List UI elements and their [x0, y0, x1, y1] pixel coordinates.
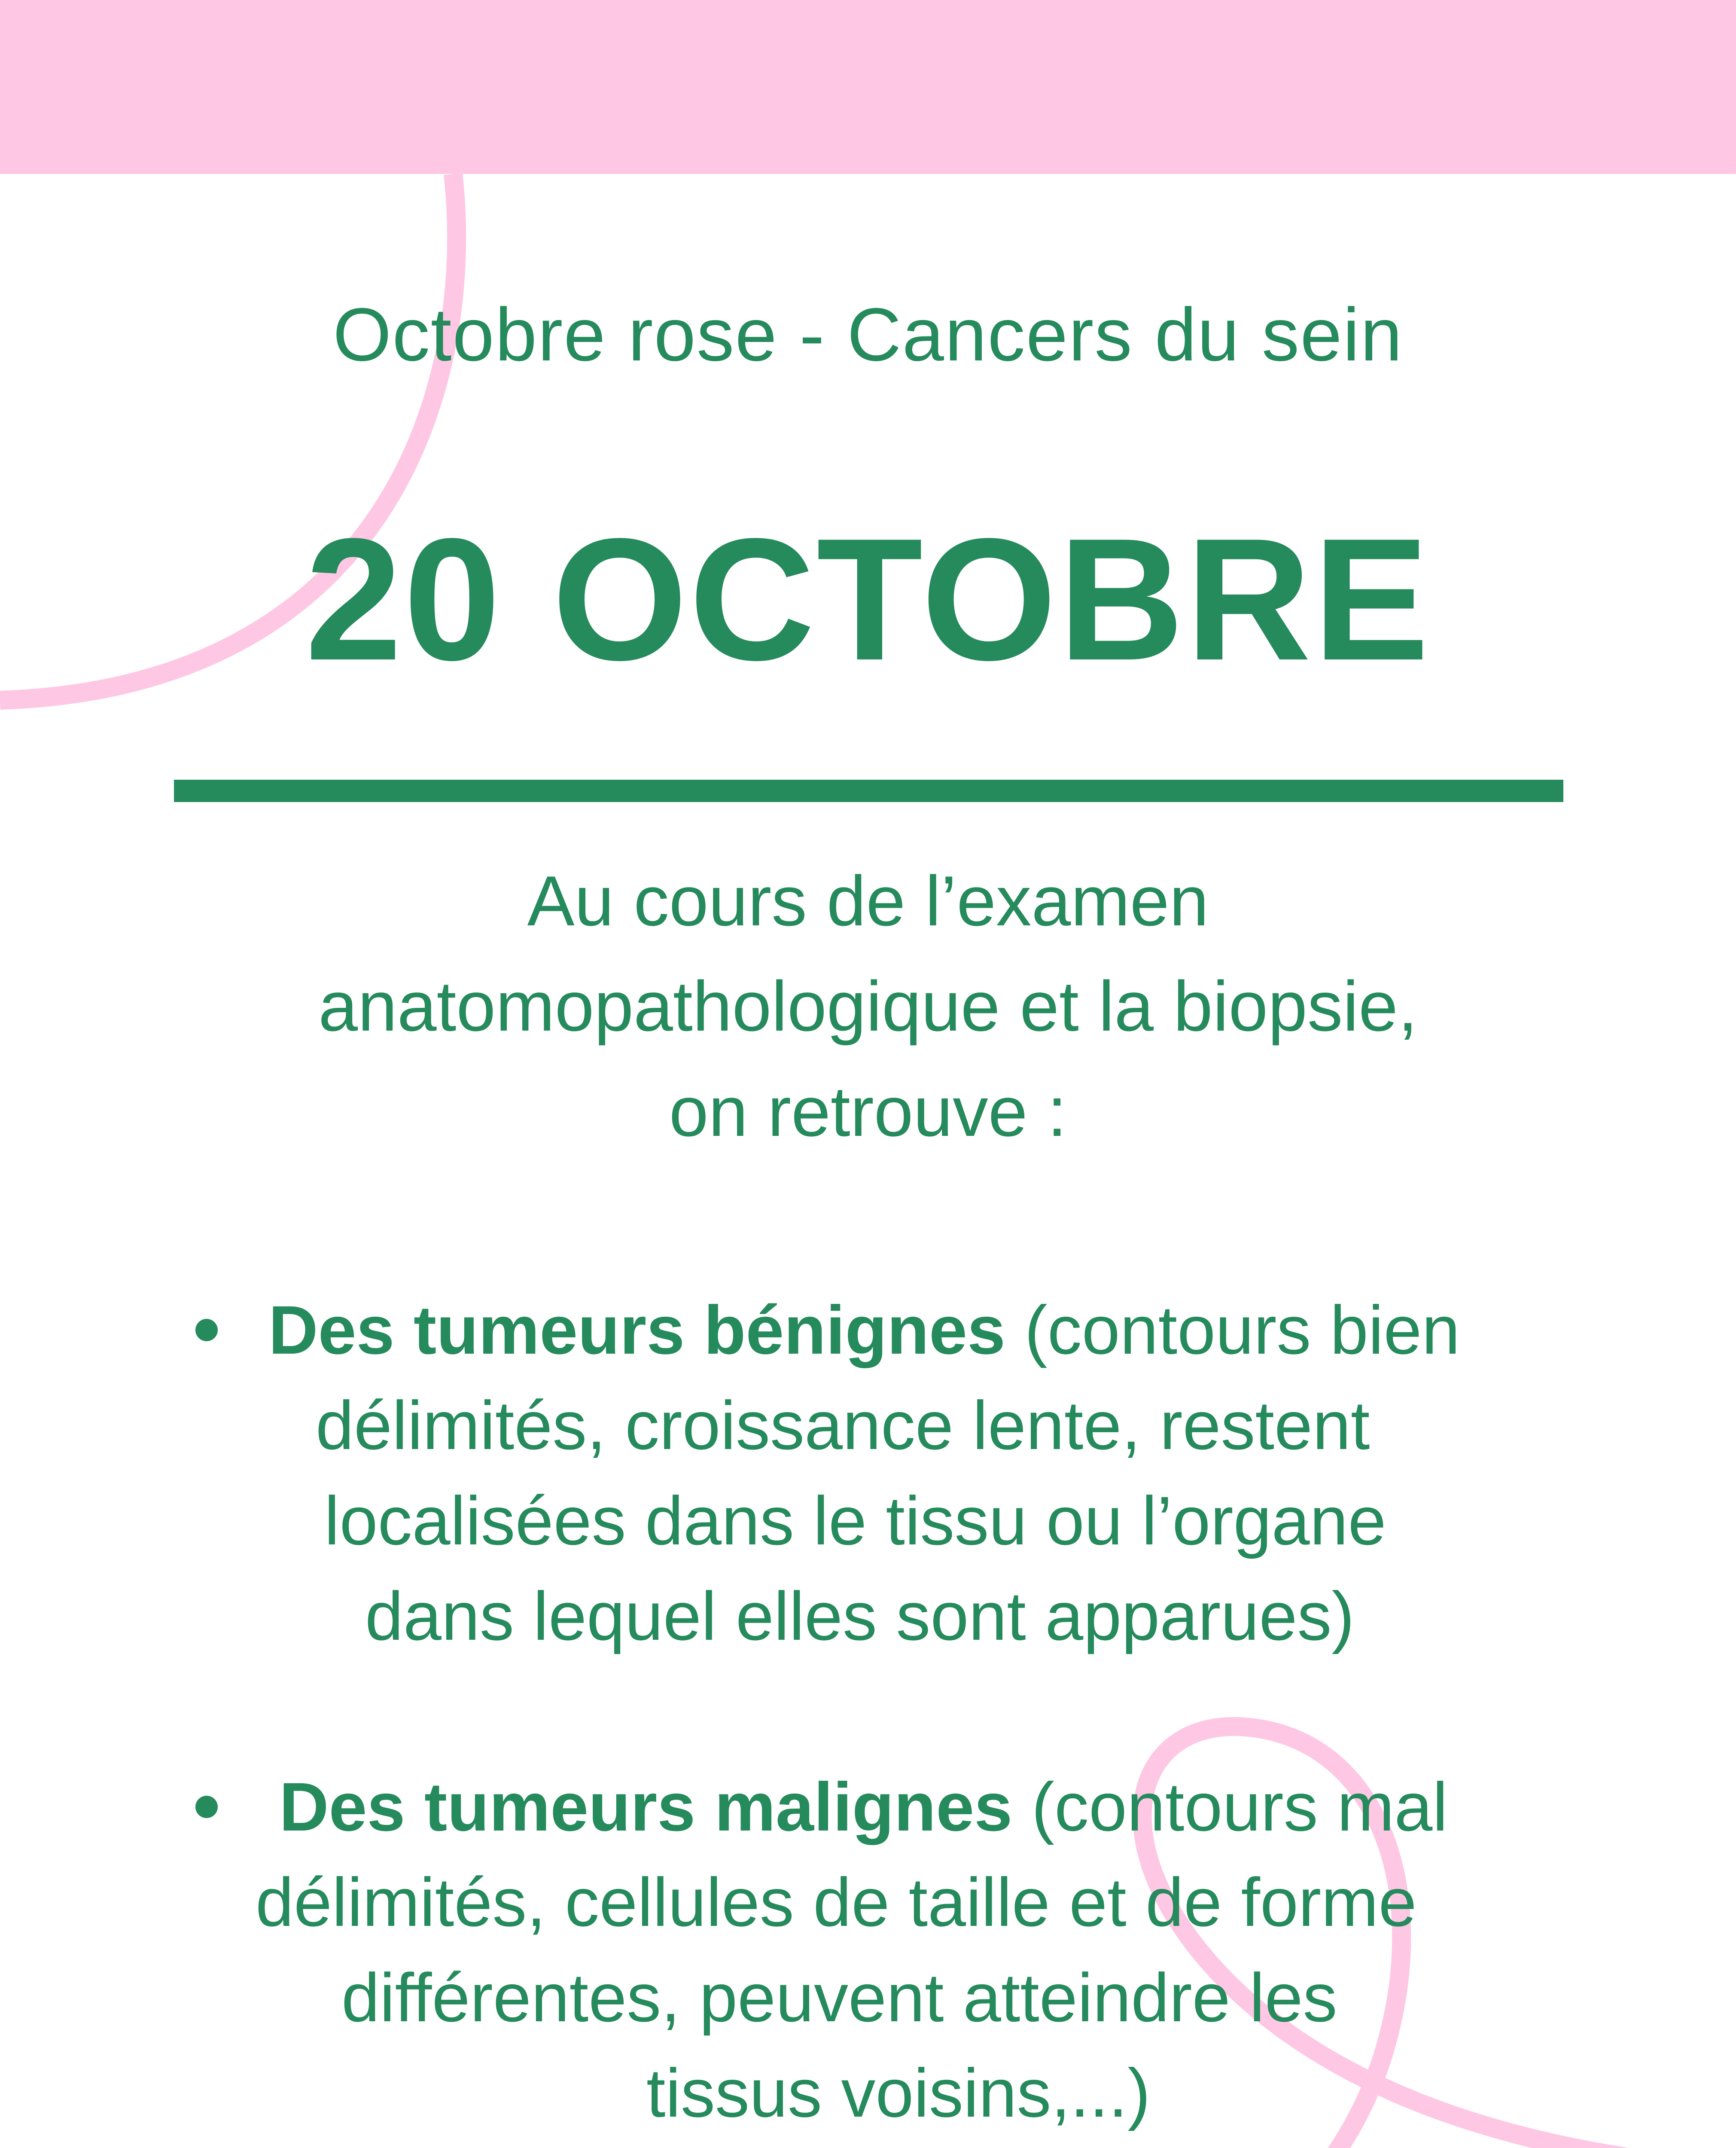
bullet-first-line: [268, 1282, 1460, 1378]
page-title: 20 OCTOBRE: [305, 502, 1431, 696]
bullet-line: différentes, peuvent atteindre les: [341, 1959, 1337, 2036]
bullet-heading: Des tumeurs bénignes: [268, 1291, 1006, 1368]
bullet-line: tissus voisins,...): [646, 2054, 1151, 2131]
bullet-icon: [195, 1796, 218, 1818]
bullet-first-line: [279, 1759, 1448, 1855]
bullet-text: (contours bien: [1005, 1291, 1460, 1368]
bullet-line: dans lequel elles sont apparues): [365, 1577, 1355, 1654]
bullet-icon: [195, 1319, 218, 1341]
bullet-text: (contours mal: [1012, 1768, 1448, 1845]
intro-paragraph: [86, 848, 1650, 1164]
page-subtitle: Octobre rose - Cancers du sein: [333, 293, 1403, 377]
title-divider: [174, 780, 1563, 802]
bullet-line: délimités, cellules de taille et de forme: [256, 1864, 1417, 1941]
bullet-line: localisées dans le tissu ou l’organe: [324, 1482, 1386, 1559]
bullet-line: délimités, croissance lente, restent: [316, 1387, 1370, 1464]
bullet-heading: Des tumeurs malignes: [279, 1768, 1013, 1845]
intro-line: on retrouve :: [669, 1072, 1067, 1151]
intro-line: Au cours de l’examen: [527, 861, 1209, 940]
intro-line: anatomopathologique et la biopsie,: [318, 967, 1418, 1046]
